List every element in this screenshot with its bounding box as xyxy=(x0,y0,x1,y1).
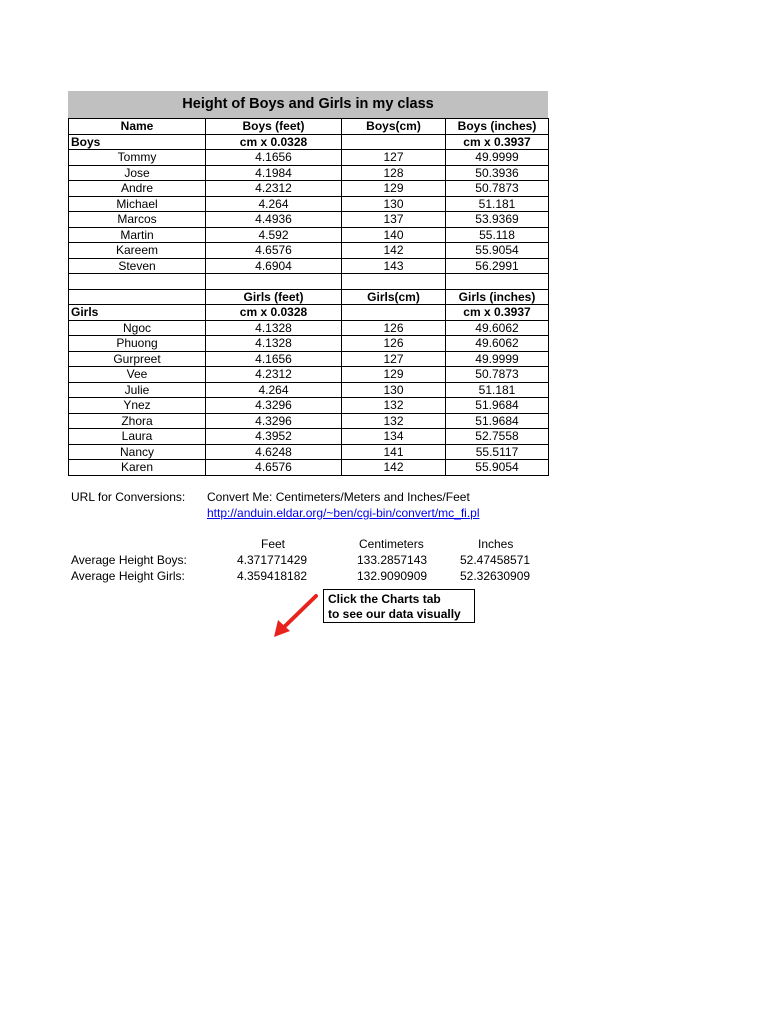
table-cell: 130 xyxy=(342,196,446,212)
boys-table-row xyxy=(69,212,549,228)
table-cell: Zhora xyxy=(69,413,206,429)
table-cell: 129 xyxy=(342,181,446,197)
table-cell: 4.2312 xyxy=(206,367,342,383)
header-inches: Boys (inches) xyxy=(446,119,549,135)
table-cell: Laura xyxy=(69,429,206,445)
table-cell: Michael xyxy=(69,196,206,212)
girls-table-row xyxy=(69,320,549,336)
table-cell: 51.181 xyxy=(446,196,549,212)
table-cell: 142 xyxy=(342,243,446,259)
girls-table-row xyxy=(69,382,549,398)
table-cell: 49.6062 xyxy=(446,320,549,336)
table-cell: 55.9054 xyxy=(446,243,549,259)
cm-blank xyxy=(342,305,446,321)
boys-table-row xyxy=(69,150,549,166)
section-label-girls: Girls xyxy=(69,305,206,321)
table-cell: 52.7558 xyxy=(446,429,549,445)
table-cell: 4.264 xyxy=(206,196,342,212)
avg-girls-cm: 132.9090909 xyxy=(357,569,428,583)
table-cell: 55.118 xyxy=(446,227,549,243)
cm-blank xyxy=(342,134,446,150)
table-cell: 130 xyxy=(342,382,446,398)
table-cell: 132 xyxy=(342,413,446,429)
avg-boys-inches: 52.47458571 xyxy=(460,553,531,567)
table-cell: 49.9999 xyxy=(446,150,549,166)
table-cell: 126 xyxy=(342,336,446,352)
girls-table-row xyxy=(69,460,549,476)
table-cell: Julie xyxy=(69,382,206,398)
table-cell: Steven xyxy=(69,258,206,274)
table-cell: 4.1328 xyxy=(206,336,342,352)
callout-line-1: Click the Charts tab xyxy=(328,592,441,606)
avg-girls-inches: 52.32630909 xyxy=(460,569,531,583)
girls-table-row xyxy=(69,367,549,383)
table-cell: 4.3296 xyxy=(206,413,342,429)
table-cell: 137 xyxy=(342,212,446,228)
avg-header-feet: Feet xyxy=(261,537,286,551)
table-cell xyxy=(446,274,549,290)
table-cell: 134 xyxy=(342,429,446,445)
table-cell: 55.9054 xyxy=(446,460,549,476)
avg-boys-label: Average Height Boys: xyxy=(71,553,187,567)
table-cell: Nancy xyxy=(69,444,206,460)
header-cm: Boys(cm) xyxy=(342,119,446,135)
avg-boys-feet: 4.371771429 xyxy=(237,553,308,567)
table-cell: 126 xyxy=(342,320,446,336)
avg-girls-feet: 4.359418182 xyxy=(237,569,308,583)
table-cell: 50.7873 xyxy=(446,367,549,383)
table-cell: Ngoc xyxy=(69,320,206,336)
table-cell: 4.4936 xyxy=(206,212,342,228)
feet-formula: cm x 0.0328 xyxy=(206,134,342,150)
table-cell: 50.7873 xyxy=(446,181,549,197)
table-cell: 49.9999 xyxy=(446,351,549,367)
table-cell: Karen xyxy=(69,460,206,476)
table-cell: 50.3936 xyxy=(446,165,549,181)
table-cell: 4.6576 xyxy=(206,460,342,476)
table-cell: 4.264 xyxy=(206,382,342,398)
table-cell: 51.9684 xyxy=(446,398,549,414)
table-cell: Gurpreet xyxy=(69,351,206,367)
section-label-boys: Boys xyxy=(69,134,206,150)
table-cell: 142 xyxy=(342,460,446,476)
header-cm: Girls(cm) xyxy=(342,289,446,305)
table-cell xyxy=(69,274,206,290)
girls-table-row xyxy=(69,413,549,429)
inch-formula: cm x 0.3937 xyxy=(446,305,549,321)
table-cell: 4.6904 xyxy=(206,258,342,274)
boys-formula-row xyxy=(69,134,549,150)
feet-formula: cm x 0.0328 xyxy=(206,305,342,321)
conversions-url-link[interactable]: http://anduin.eldar.org/~ben/cgi-bin/convert/mc_fi.pl xyxy=(207,506,480,520)
table-cell: 4.1656 xyxy=(206,150,342,166)
table-cell: 4.3296 xyxy=(206,398,342,414)
sheet-title: Height of Boys and Girls in my class xyxy=(68,91,548,118)
table-cell: 129 xyxy=(342,367,446,383)
table-cell: Martin xyxy=(69,227,206,243)
table-cell: 4.6576 xyxy=(206,243,342,259)
table-cell: Marcos xyxy=(69,212,206,228)
table-cell: 51.181 xyxy=(446,382,549,398)
table-cell: 4.2312 xyxy=(206,181,342,197)
girls-table-row xyxy=(69,398,549,414)
boys-header-row xyxy=(69,119,549,135)
table-cell: 49.6062 xyxy=(446,336,549,352)
conversions-label: URL for Conversions: xyxy=(71,490,186,504)
boys-table-row xyxy=(69,258,549,274)
spacer-row xyxy=(69,274,549,290)
charts-tab-callout xyxy=(323,589,475,623)
girls-table-row xyxy=(69,429,549,445)
height-spreadsheet xyxy=(68,91,548,476)
table-cell: 127 xyxy=(342,150,446,166)
boys-table-row xyxy=(69,181,549,197)
girls-header-row xyxy=(69,289,549,305)
table-cell: 55.5117 xyxy=(446,444,549,460)
table-cell: Jose xyxy=(69,165,206,181)
table-cell: 4.592 xyxy=(206,227,342,243)
table-cell: Tommy xyxy=(69,150,206,166)
table-cell: Vee xyxy=(69,367,206,383)
boys-table-row xyxy=(69,165,549,181)
table-cell: Phuong xyxy=(69,336,206,352)
avg-girls-label: Average Height Girls: xyxy=(71,569,185,583)
conversions-site-name: Convert Me: Centimeters/Meters and Inches/Feet xyxy=(207,490,470,504)
height-table xyxy=(68,118,549,476)
table-cell: 140 xyxy=(342,227,446,243)
table-cell xyxy=(342,274,446,290)
girls-formula-row xyxy=(69,305,549,321)
callout-line-2: to see our data visually xyxy=(328,607,461,621)
header-feet: Boys (feet) xyxy=(206,119,342,135)
table-cell xyxy=(206,274,342,290)
table-cell: 4.3952 xyxy=(206,429,342,445)
girls-table-row xyxy=(69,351,549,367)
table-cell: 4.6248 xyxy=(206,444,342,460)
table-cell: 127 xyxy=(342,351,446,367)
header-name xyxy=(69,289,206,305)
header-name: Name xyxy=(69,119,206,135)
girls-table-row xyxy=(69,336,549,352)
table-cell: Ynez xyxy=(69,398,206,414)
table-cell: 4.1656 xyxy=(206,351,342,367)
avg-header-cm: Centimeters xyxy=(359,537,424,551)
table-cell: 56.2991 xyxy=(446,258,549,274)
table-cell: 53.9369 xyxy=(446,212,549,228)
table-cell: Kareem xyxy=(69,243,206,259)
header-inches: Girls (inches) xyxy=(446,289,549,305)
table-cell: 128 xyxy=(342,165,446,181)
red-arrow-icon xyxy=(268,592,322,640)
table-cell: 51.9684 xyxy=(446,413,549,429)
boys-table-row xyxy=(69,227,549,243)
table-cell: Andre xyxy=(69,181,206,197)
avg-boys-cm: 133.2857143 xyxy=(357,553,428,567)
table-cell: 141 xyxy=(342,444,446,460)
girls-table-row xyxy=(69,444,549,460)
table-cell: 132 xyxy=(342,398,446,414)
header-feet: Girls (feet) xyxy=(206,289,342,305)
avg-header-inches: Inches xyxy=(478,537,514,551)
inch-formula: cm x 0.3937 xyxy=(446,134,549,150)
table-cell: 4.1328 xyxy=(206,320,342,336)
table-cell: 143 xyxy=(342,258,446,274)
boys-table-row xyxy=(69,243,549,259)
boys-table-row xyxy=(69,196,549,212)
table-cell: 4.1984 xyxy=(206,165,342,181)
